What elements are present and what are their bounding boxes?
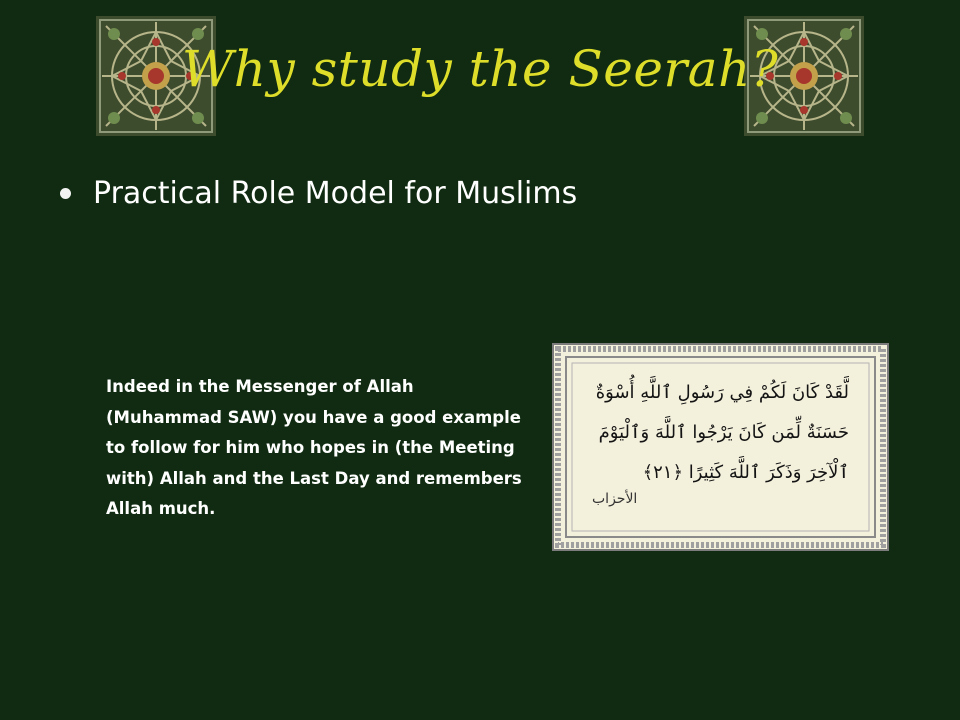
bullet-text: Practical Role Model for Muslims bbox=[93, 176, 578, 211]
quran-verse-image bbox=[552, 343, 889, 551]
bullet-item bbox=[60, 176, 577, 211]
slide-title: Why study the Seerah? bbox=[181, 40, 779, 98]
surah-name: الأحزاب bbox=[592, 491, 638, 507]
bullet-dot-icon bbox=[60, 188, 71, 199]
verse-line: حَسَنَةٌ لِّمَن كَانَ يَرْجُوا ٱللَّهَ وَٱلْيَوْمَ bbox=[598, 422, 849, 443]
verse-translation: Indeed in the Messenger of Allah (Muhammad SAW) you have a good example to follow for him who hopes in (the Meeting with) Allah and the Last Day and remembers Allah much. bbox=[106, 377, 522, 518]
verse-line: لَّقَدْ كَانَ لَكُمْ فِي رَسُولِ ٱللَّهِ أُسْوَةٌ bbox=[595, 382, 849, 403]
verse-line: ٱلْآخِرَ وَذَكَرَ ٱللَّهَ كَثِيرًا ﴿٢١﴾ bbox=[642, 462, 849, 483]
